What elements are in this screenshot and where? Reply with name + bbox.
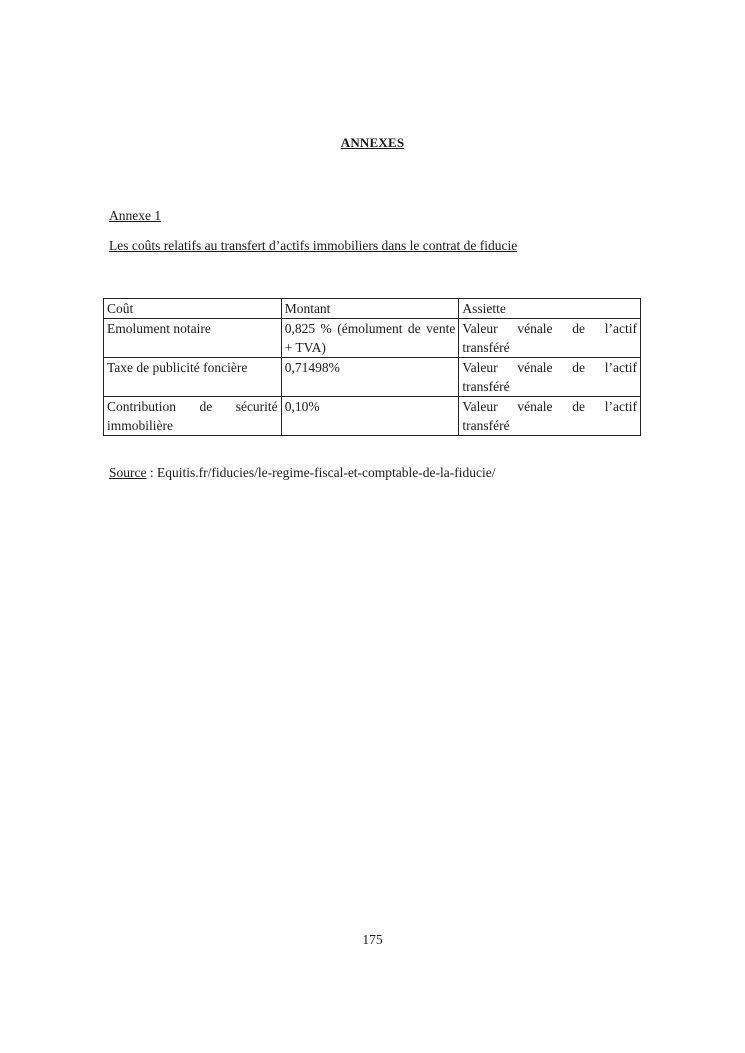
source-separator: :: [146, 465, 158, 480]
table-cell: 0,825 % (émolument de vente + TVA): [281, 319, 459, 358]
table-row: [104, 319, 641, 358]
cost-table: [103, 298, 641, 436]
table-cell: Contribution de sécurité immobilière: [104, 397, 282, 436]
page-title: ANNEXES: [340, 135, 405, 150]
table-cell: 0,10%: [281, 397, 459, 436]
table-cell: Emolument notaire: [104, 319, 282, 358]
table-cell: Valeur vénale de l’actif transféré: [459, 319, 641, 358]
source-text: Equitis.fr/fiducies/le-regime-fiscal-et-comptable-de-la-fiducie/: [157, 465, 496, 480]
table-header-cell: Coût: [104, 299, 282, 319]
annex-heading: Annexe 1: [109, 208, 162, 223]
annex-subtitle: Les coûts relatifs au transfert d’actifs immobiliers dans le contrat de fiducie: [109, 238, 518, 253]
table-header-cell: Assiette: [459, 299, 641, 319]
table-header-row: [104, 299, 641, 319]
table-row: [104, 358, 641, 397]
table-cell: 0,71498%: [281, 358, 459, 397]
table-row: [104, 397, 641, 436]
table-cell: Valeur vénale de l’actif transféré: [459, 397, 641, 436]
source-line: [109, 465, 496, 481]
page-number: 175: [362, 932, 383, 947]
source-label: Source: [109, 465, 147, 480]
table-cell: Valeur vénale de l’actif transféré: [459, 358, 641, 397]
table-header-cell: Montant: [281, 299, 459, 319]
table-cell: Taxe de publicité foncière: [104, 358, 282, 397]
